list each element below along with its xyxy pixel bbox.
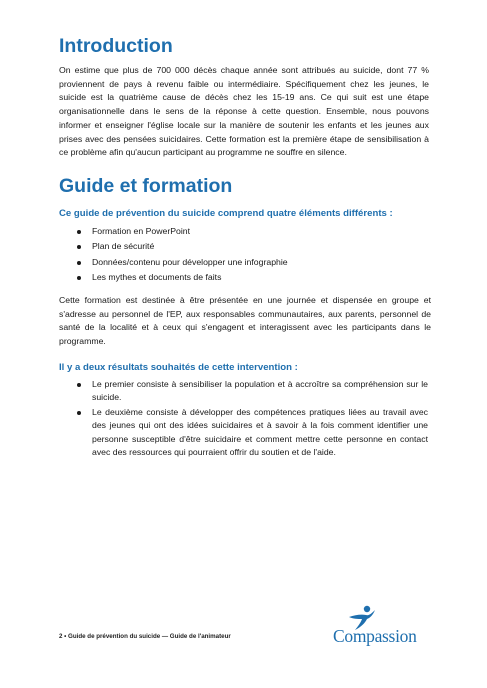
list-item: Les mythes et documents de faits [76,270,406,285]
intro-heading: Introduction [59,35,173,57]
intro-paragraph: On estime que plus de 700 000 décès chaque année sont attribués au suicide, dont 77 % proviennent de pays à revenu faible ou intermédiaire. Spécifiquement chez les jeunes, le suicide est la quatrième cause de décès chez les 15-19 ans. Ce qui suit est une étape organisationnelle dans le sens de la réponse à cette question. Ensemble, nous pouvons informer et enseigner l'église locale sur la manière de soutenir les enfants et les jeunes aux prises avec des pensées suicidaires. Cette formation est la première étape de sensibilisation à ce problème afin qu'aucun participant au programme ne souffre en silence. [59,65,429,158]
list-item: Plan de sécurité [76,239,406,254]
guide-subheading: Ce guide de prévention du suicide comprend quatre éléments différents : [59,208,393,219]
guide-heading: Guide et formation [59,175,233,197]
list-item: Le deuxième consiste à développer des compétences pratiques liées au travail avec des jeunes qui ont des idées suicidaires et à savoir à la fois comment identifier une personne susceptible d'être suicidaire et comment mettre cette personne en contact avec des ressources qui pourraient offrir du soutien et de l'aide. [76,406,428,460]
logo-wordmark: Compassion [333,626,417,646]
compassion-logo [333,605,433,649]
list-item: Données/contenu pour développer une infographie [76,255,406,270]
page-footer: 2 • Guide de prévention du suicide — Guide de l'animateur [59,633,231,640]
results-subheading: Il y a deux résultats souhaités de cette intervention : [59,362,298,373]
elements-list [76,224,406,286]
results-list [76,378,428,460]
list-item: Formation en PowerPoint [76,224,406,239]
list-item: Le premier consiste à sensibiliser la population et à accroître sa compréhension sur le suicide. [76,378,428,405]
formation-paragraph: Cette formation est destinée à être présentée en une journée et dispensée en groupe et s'adresse au personnel de l'EP, aux responsables communautaires, aux parents, personnel de santé de la localité et à ceux qui s'engagent et interagissent avec les participants dans le programme. [59,295,431,347]
